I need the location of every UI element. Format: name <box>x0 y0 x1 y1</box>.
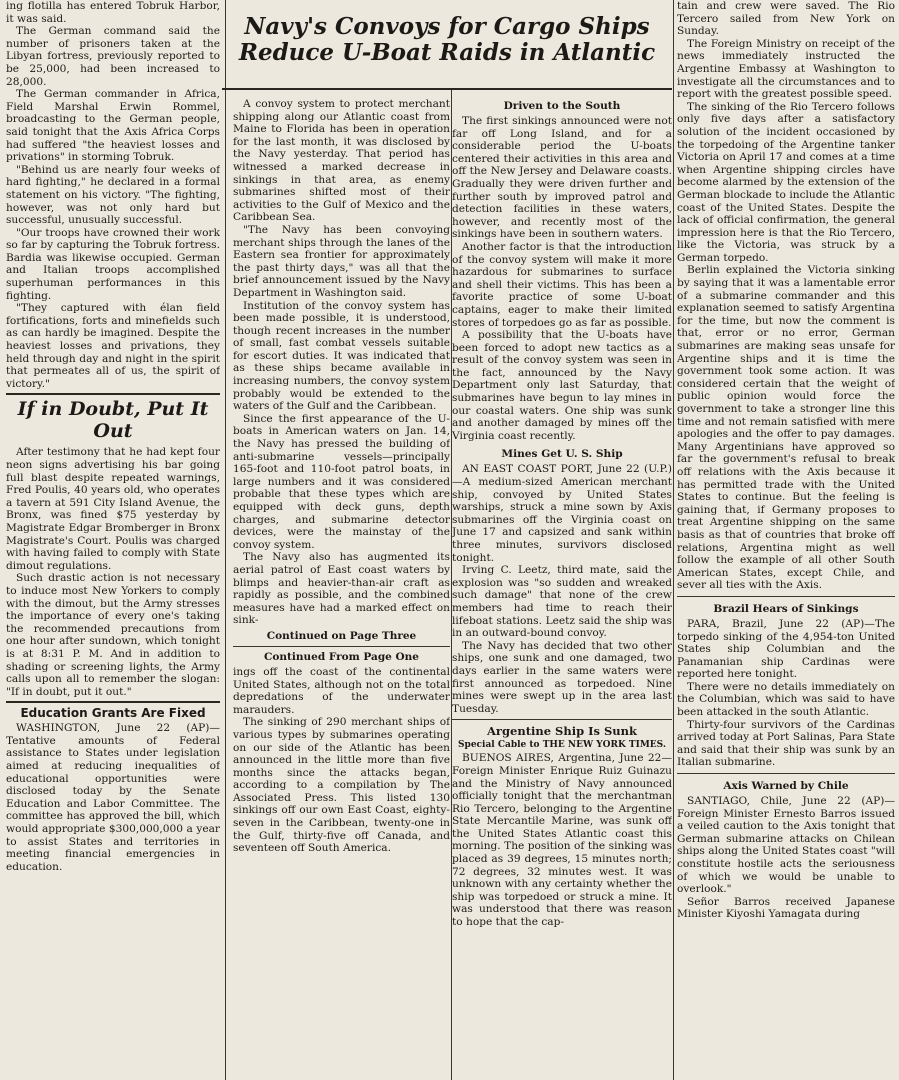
paragraph: The first sinkings announced were not far off Long Island, and for a considerable period the U-boats centered their activities in this area and off the New Jersey and Delaware coasts. Gradually they were driven further and further south by improved patrol and detection facilities in these waters, however, and recently most of the sinkings have been in southern waters. <box>452 115 672 241</box>
column-rule <box>225 0 226 1080</box>
section-rule <box>452 719 672 720</box>
paragraph: After testimony that he had kept four neon signs advertising his bar going full blast despite repeated warnings, Fred Poulis, 40 years old, who operates a tavern at 591 City Island Avenue, the Bronx, was fined $75 yesterday by Magistrate Edgar Bromberger in Bronx Magistrate's Court. Poulis was charged with having failed to comply with State dimout regulations. <box>6 446 220 572</box>
paragraph: Such drastic action is not necessary to induce most New Yorkers to comply with the dimout, but the Army stresses the importance of every one's taking the recommended precautions from one hour after sundown, which tonight is at 8:31 P. M. And in addition to shading or screening lights, the Army calls upon all to remember the slogan: "If in doubt, put it out." <box>6 572 220 698</box>
paragraph: "Our troops have crowned their work so far by capturing the Tobruk fortress. Bardia was likewise occupied. German and Italian troops accomplished superhuman performances in this fighting. <box>6 226 220 302</box>
paragraph: Thirty-four survivors of the Cardinas arrived today at Port Salinas, Para State and said that their ship was sunk by an Italian submarine. <box>677 718 895 769</box>
continued-from-label: Continued From Page One <box>264 650 419 663</box>
section-rule <box>677 773 895 774</box>
section-rule <box>6 393 220 395</box>
paragraph: ings off the coast of the continental United States, although not on the total depredations of the underwater marauders. <box>233 665 450 716</box>
paragraph: "The Navy has been convoying merchant ships through the lanes of the Eastern sea frontier for approximately the past thirty days," was all that the brief announcement issued by the Navy Department in Washington said. <box>233 223 450 299</box>
tobruk-story <box>6 0 220 390</box>
education-story <box>6 706 220 873</box>
driven-subhead: Driven to the South <box>503 100 621 112</box>
paragraph: Señor Barros received Japanese Minister Kiyoshi Yamagata during <box>677 895 895 921</box>
column-4 <box>677 0 895 1080</box>
paragraph: Institution of the convoy system has been made possible, it is understood, though recent increases in the number of small, fast combat vessels suitable for escort duties. It was indicated that as these ships became available in increasing numbers, the convoy system probably would be extended to the waters of the Gulf and the Caribbean. <box>233 299 450 413</box>
paragraph: The sinking of the Rio Tercero follows only five days after a satisfactory solution of the incident occasioned by the torpedoing of the Argentine tanker Victoria on April 17 and comes at a time when Argentine shipping circles have become alarmed by the extension of the German blockade to include the Atlantic coast of the United States. Despite the lack of official confirmation, the general impression here is that the Rio Tercero, like the Victoria, was struck by a German torpedo. <box>677 100 895 264</box>
section-rule <box>677 596 895 597</box>
paragraph: The Foreign Ministry on receipt of the news immediately instructed the Argentine Embassy at Washington to investigate all the circumstances and to report with the greatest possible speed. <box>677 37 895 101</box>
paragraph: ing flotilla has entered Tobruk Harbor, it was said. <box>6 0 220 25</box>
special-cable-credit: Special Cable to THE NEW YORK TIMES. <box>458 740 666 751</box>
section-rule <box>233 646 450 647</box>
paragraph: The German commander in Africa, Field Marshal Erwin Rommel, broadcasting to the German people, said tonight that the Axis Africa Corps had suffered "the heaviest losses and privations" in storming Tobruk. <box>6 88 220 164</box>
if-in-doubt-story <box>6 398 220 698</box>
paragraph: There were no details immediately on the Columbian, which was said to have been attacked in the south Atlantic. <box>677 680 895 719</box>
column-2 <box>233 98 450 1080</box>
paragraph: BUENOS AIRES, Argentina, June 22—Foreign Minister Enrique Ruiz Guinazu and the Ministry of Navy announced officially tonight that the merchantman Rio Tercero, belonging to the Argentine State Mercantile Marine, was sunk off the United States Atlantic coast this morning. The position of the sinking was placed as 39 degrees, 15 minutes north; 72 degrees, 32 minutes west. It was unknown with any certainty whether the ship was torpedoed or struck a mine. It was understood that there was reason to hope that the cap- <box>452 752 672 929</box>
education-headline: Education Grants Are Fixed <box>20 706 206 721</box>
continued-on-label: Continued on Page Three <box>266 629 417 642</box>
paragraph: SANTIAGO, Chile, June 22 (AP)—Foreign Minister Ernesto Barros issued a veiled caution to the Axis tonight that German submarine attacks on Chilean ships along the United States coast "will constitute hostile acts the seriousness of which we would be unable to overlook." <box>677 795 895 896</box>
paragraph: The Navy also has augmented its aerial patrol of East coast waters by blimps and heavier-than-air craft as rapidly as possible, and the combined measures have had a marked effect on sink- <box>233 551 450 627</box>
column-rule <box>673 0 674 1080</box>
paragraph: The Navy has decided that two other ships, one sunk and one damaged, two days earlier in the same waters were first announced as torpedoed. Nine mines were swept up in the area last Tuesday. <box>452 639 672 715</box>
main-headline-line-1: Navy's Convoys for Cargo Ships <box>244 13 650 40</box>
paragraph: tain and crew were saved. The Rio Tercero sailed from New York on Sunday. <box>677 0 895 38</box>
paragraph: "They captured with élan field fortifications, forts and minefields such as can hardly be imagined. Despite the heaviest losses and privations, they held through day and night in the spirit that permeates all of us, the spirit of victory." <box>6 302 220 390</box>
main-headline-line-2: Reduce U-Boat Raids in Atlantic <box>238 39 656 66</box>
paragraph: A convoy system to protect merchant shipping along our Atlantic coast from Maine to Florida has been in operation for the last month, it was disclosed by the Navy yesterday. That period has witnessed a marked decrease in sinkings in that area, as enemy submarines shifted most of their activities to the Gulf of Mexico and the Caribbean Sea. <box>233 98 450 224</box>
paragraph: Another factor is that the introduction of the convoy system will make it more hazardous for submarines to surface and shell their victims. This has been a favorite practice of some U-boat captains, eager to make their limited stores of torpedoes go as far as possible. <box>452 240 672 329</box>
column-3 <box>452 98 672 1080</box>
paragraph: AN EAST COAST PORT, June 22 (U.P.)—A medium-sized American merchant ship, convoyed by United States warships, struck a mine sown by Axis submarines off the Virginia coast on June 17 and capsized and sank within three minutes, survivors disclosed tonight. <box>452 463 672 564</box>
if-in-doubt-headline: If in Doubt, Put It Out <box>17 398 209 443</box>
main-headline-box <box>222 0 672 90</box>
paragraph: PARA, Brazil, June 22 (AP)—The torpedo sinking of the 4,954-ton United States ship Columbian and the Panamanian ship Cardinas were reported here tonight. <box>677 617 895 681</box>
chile-subhead: Axis Warned by Chile <box>723 780 849 793</box>
argentine-headline: Argentine Ship Is Sunk <box>487 724 637 739</box>
column-1 <box>6 0 220 1080</box>
paragraph: The German command said the number of prisoners taken at the Libyan fortress, previously reported to be 25,000, had been increased to 28,000. <box>6 25 220 88</box>
mines-subhead: Mines Get U. S. Ship <box>501 448 623 461</box>
paragraph: Since the first appearance of the U-boats in American waters on Jan. 14, the Navy has pressed the building of anti-submarine vessels—principally 165-foot and 110-foot patrol boats, in large numbers and it was considered probable that these types which are equipped with deck guns, depth charges, and submarine detector devices, were the mainstay of the convoy system. <box>233 412 450 551</box>
paragraph: The sinking of 290 merchant ships of various types by submarines operating on our side of the Atlantic has been announced in the little more than five months since the attacks began, according to a compilation by The Associated Press. This listed 130 sinkings off our own East Coast, eighty-seven in the Caribbean, twenty-one in the Gulf, thirty-five off Canada, and seventeen off South America. <box>233 716 450 855</box>
paragraph: WASHINGTON, June 22 (AP)—Tentative amounts of Federal assistance to States under legislation aimed at reducing inequalities of educational opportunities were disclosed today by the Senate Education and Labor Committee. The committee has approved the bill, which would appropriate $300,000,000 a year to assist States and territories in meeting financial emergencies in education. <box>6 722 220 873</box>
brazil-subhead: Brazil Hears of Sinkings <box>713 602 859 615</box>
paragraph: A possibility that the U-boats have been forced to adopt new tactics as a result of the convoy system was seen in the fact, announced by the Navy Department only last Saturday, that submarines have begun to lay mines in our coastal waters. One ship was sunk and another damaged by mines off the Virginia coast recently. <box>452 329 672 442</box>
paragraph: Berlin explained the Victoria sinking by saying that it was a lamentable error of a submarine commander and this explanation seemed to satisfy Argentina for the time, but now the comment is that, error or no error, German submarines are making seas unsafe for Argentine ships and it is time the government took some action. It was considered certain that the weight of public opinion would force the government to take a stronger line this time and not remain satisfied with mere apologies and the offer to pay damages. Many Argentinians have approved so far the government's refusal to break off relations with the Axis because it has permitted trade with the United States to continue. But the feeling is gaining that, if Germany proposes to treat Argentine shipping on the same basis as that of countries that broke off relations, Argentina might as well follow the example of all other South American States, except Chile, and sever all ties with the Axis. <box>677 264 895 592</box>
paragraph: Irving C. Leetz, third mate, said the explosion was "so sudden and wreaked such damage" that none of the crew members had time to reach their lifeboat stations. Leetz said the ship was in an outward-bound convoy. <box>452 564 672 640</box>
section-rule <box>6 701 220 703</box>
paragraph: "Behind us are nearly four weeks of hard fighting," he declared in a formal statement on his victory. "The fighting, however, was not only hard but successful, unusually successful. <box>6 163 220 227</box>
